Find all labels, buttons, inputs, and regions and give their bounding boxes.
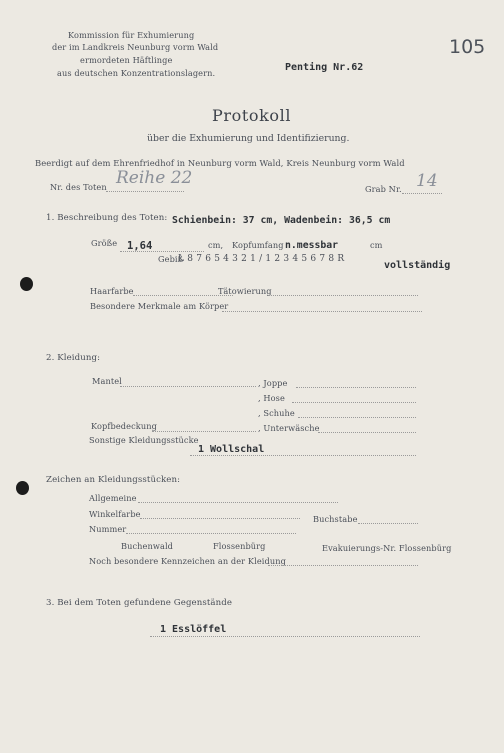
buchstabe-line — [358, 523, 418, 524]
nummer-line — [126, 533, 296, 534]
grab-label: Grab Nr. — [365, 184, 402, 194]
reference-number: Penting Nr.62 — [285, 62, 364, 73]
gebiss-status: vollständig — [384, 260, 451, 271]
sonstige-label: Sonstige Kleidungsstücke — [89, 435, 199, 445]
section1-heading: 1. Beschreibung des Toten: — [46, 213, 168, 223]
gebiss-label: Gebiß — [158, 254, 184, 264]
bone-measures: Schienbein: 37 cm, Wadenbein: 36,5 cm — [172, 215, 391, 226]
winkelfarbe-line — [140, 518, 300, 519]
section3-value: 1 Esslöffel — [160, 624, 227, 635]
section3-line — [150, 636, 420, 637]
evak-label: Evakuierungs-Nr. Flossenbürg — [322, 543, 452, 553]
unterwaesche-line — [318, 432, 416, 433]
kopfbedeckung-label: Kopfbedeckung — [91, 421, 157, 431]
nr-label: Nr. des Toten — [50, 182, 107, 192]
grab-value: 14 — [416, 171, 438, 191]
section2-heading: 2. Kleidung: — [46, 353, 101, 363]
gebiss-value: L 8 7 6 5 4 3 2 1 / 1 2 3 4 5 6 7 8 R — [178, 254, 345, 264]
header-line-4: aus deutschen Konzentrationslagern. — [57, 68, 216, 78]
unterwaesche-label: , Unterwäsche — [258, 423, 320, 433]
page-title: Protokoll — [212, 106, 292, 125]
schuhe-line — [298, 417, 416, 418]
buchstabe-label: Buchstabe — [313, 514, 358, 524]
schuhe-label: , Schuhe — [258, 408, 295, 418]
haarfarbe-label: Haarfarbe — [90, 286, 134, 296]
hose-label: , Hose — [258, 393, 285, 403]
buchenwald-label: Buchenwald — [121, 541, 174, 551]
kopfumfang-label: Kopfumfang — [232, 240, 284, 250]
allgemeine-line — [138, 502, 338, 503]
section3-heading: 3. Bei dem Toten gefundene Gegenstände — [46, 598, 233, 608]
punch-hole-bottom — [16, 481, 29, 495]
punch-hole-top — [20, 277, 33, 291]
header-line-3: ermordeten Häftlinge — [80, 55, 173, 65]
groesse-label: Größe — [91, 238, 118, 248]
sonstige-line — [190, 455, 416, 456]
nr-value: Reihe 22 — [116, 168, 193, 188]
joppe-line — [296, 387, 416, 388]
noch-line — [268, 565, 418, 566]
allgemeine-label: Allgemeine — [89, 493, 137, 503]
taetowierung-line — [268, 295, 418, 296]
kopfbedeckung-line — [152, 431, 256, 432]
page-number: 105 — [449, 36, 486, 58]
sonstige-value: 1 Wollschal — [198, 444, 265, 455]
kopfumfang-value: n.messbar — [285, 240, 339, 251]
mantel-line — [120, 386, 256, 387]
hose-line — [292, 402, 416, 403]
taetowierung-label: Tätowierung — [218, 286, 272, 296]
kopfumfang-unit: cm — [370, 240, 383, 250]
groesse-line — [120, 251, 204, 252]
flossenbuerg-label: Flossenbürg — [213, 541, 266, 551]
groesse-value: 1,64 — [127, 240, 153, 252]
header-line-1: Kommission für Exhumierung — [68, 30, 195, 40]
header-line-2: der im Landkreis Neunburg vorm Wald — [52, 42, 219, 52]
merkmale-label: Besondere Merkmale am Körper — [90, 301, 229, 311]
grab-line — [402, 193, 442, 194]
joppe-label: , Joppe — [258, 378, 288, 388]
nummer-label: Nummer — [89, 524, 127, 534]
noch-label: Noch besondere Kennzeichen an der Kleidung — [89, 556, 286, 566]
page-subtitle: über die Exhumierung und Identifizierung. — [147, 133, 350, 144]
merkmale-line — [222, 311, 422, 312]
burial-line: Beerdigt auf dem Ehrenfriedhof in Neunburg vorm Wald, Kreis Neunburg vorm Wald — [35, 158, 405, 168]
nr-line — [106, 191, 184, 192]
winkelfarbe-label: Winkelfarbe — [89, 509, 141, 519]
mantel-label: Mantel — [92, 376, 122, 386]
groesse-unit: cm, — [208, 240, 224, 250]
zeichen-heading: Zeichen an Kleidungsstücken: — [46, 475, 181, 485]
